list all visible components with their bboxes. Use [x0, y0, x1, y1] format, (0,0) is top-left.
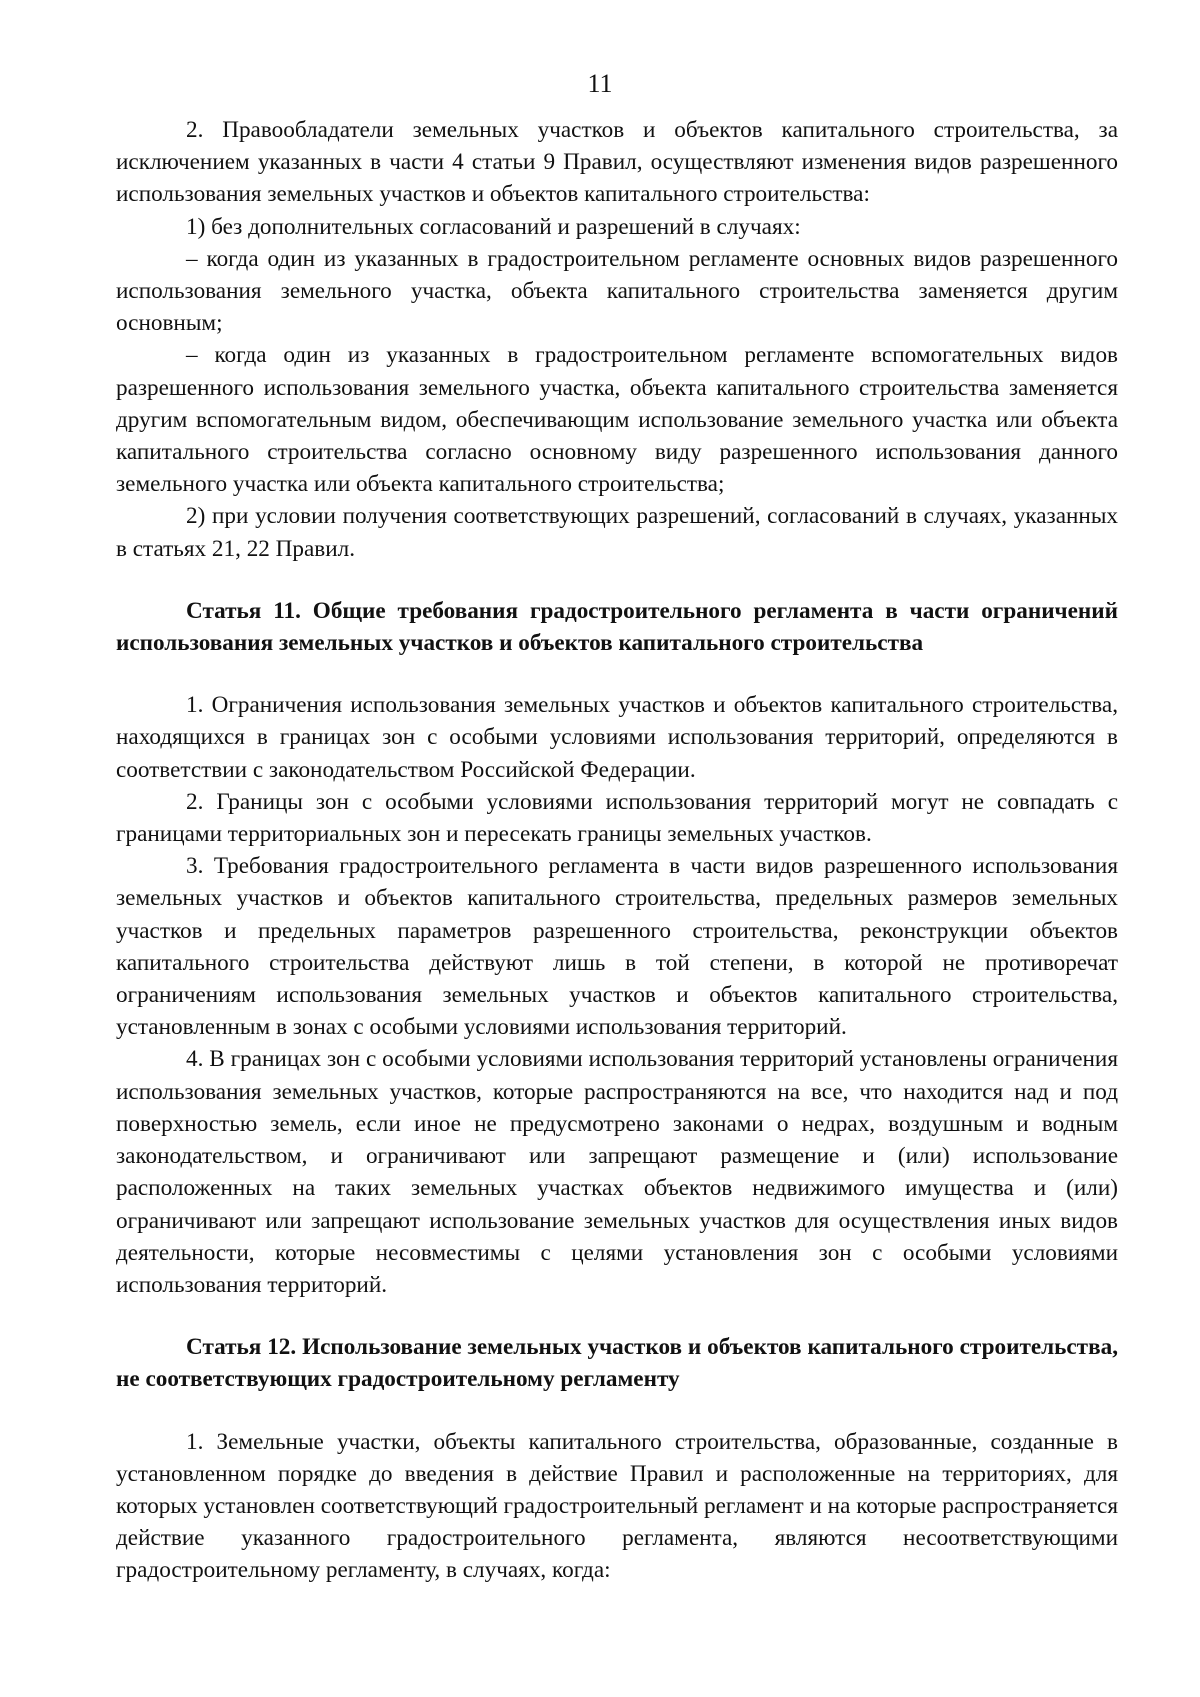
paragraph-main-use-replacement: – когда один из указанных в градостроительном регламенте основных видов разрешенного использования земельного участка, объекта капитального строительства заменяется другим основным; [116, 245, 1118, 337]
spacer [116, 565, 1118, 595]
spacer [116, 1301, 1118, 1331]
spacer [116, 1396, 1118, 1426]
article-11-paragraph-4: 4. В границах зон с особыми условиями использования территорий установлены ограничения использования земельных участков, которые распространяются на все, что находится над и под поверхностью земель, если иное не предусмотрено законами о недрах, воздушным и водным законодательством, и ограничивают или запрещают размещение и (или) использование расположенных на таких земельных участках объектов недвижимого имущества и (или) ограничивают или запрещают использование земельных участков для осуществления иных видов деятельности, которые несовместимы с целями установления зон с особыми условиями использования территорий. [116, 1046, 1118, 1298]
article-11-heading: Статья 11. Общие требования градостроительного регламента в части ограничений использования земельных участков и объектов капитального строительства [116, 597, 1118, 657]
article-11-paragraph-3: 3. Требования градостроительного регламента в части видов разрешенного использования земельных участков и объектов капитального строительства, предельных размеров земельных участков и предельных параметров разрешенного строительства, реконструкции объектов капитального строительства действуют лишь в той степени, в которой не противоречат ограничениям использования земельных участков и объектов капитального строительства, установленным в зонах с особыми условиями использования территорий. [116, 853, 1118, 1041]
page-number: 11 [587, 69, 613, 98]
article-12-heading: Статья 12. Использование земельных участков и объектов капитального строительства, не соответствующих градостроительному регламенту [116, 1334, 1118, 1393]
paragraph-case-2: 2) при условии получения соответствующих разрешений, согласований в случаях, указанных в статьях 21, 22 Правил. [116, 503, 1118, 562]
article-11-paragraph-1: 1. Ограничения использования земельных участков и объектов капитального строительства, находящихся в границах зон с особыми условиями использования территорий, определяются в соответствии с законодательством Российской Федерации. [116, 692, 1118, 783]
article-11-paragraph-2: 2. Границы зон с особыми условиями использования территорий могут не совпадать с границами территориальных зон и пересекать границы земельных участков. [116, 788, 1118, 848]
spacer [116, 659, 1118, 689]
paragraph-auxiliary-use-replacement: – когда один из указанных в градостроительном регламенте вспомогательных видов разрешенного использования земельного участка, объекта капитального строительства заменяется другим вспомогательным видом, обеспечивающим использование земельного участка или объекта капитального строительства согласно основному виду разрешенного использования данного земельного участка или объекта капитального строительства; [116, 342, 1118, 498]
article-12-paragraph-1: 1. Земельные участки, объекты капитального строительства, образованные, созданные в установленном порядке до введения в действие Правил и расположенные на территориях, для которых установлен соответствующий градостроительный регламент и на которые распространяется действие указанного градостроительного регламента, являются несоответствующими градостроительному регламенту, в случаях, когда: [116, 1428, 1118, 1584]
paragraph-case-1: 1) без дополнительных согласований и разрешений в случаях: [186, 213, 801, 240]
document-body [116, 114, 1118, 1587]
paragraph-rights-holders: 2. Правообладатели земельных участков и объектов капитального строительства, за исключением указанных в части 4 статьи 9 Правил, осуществляют изменения видов разрешенного использования земельных участков и объектов капитального строительства: [116, 117, 1118, 208]
